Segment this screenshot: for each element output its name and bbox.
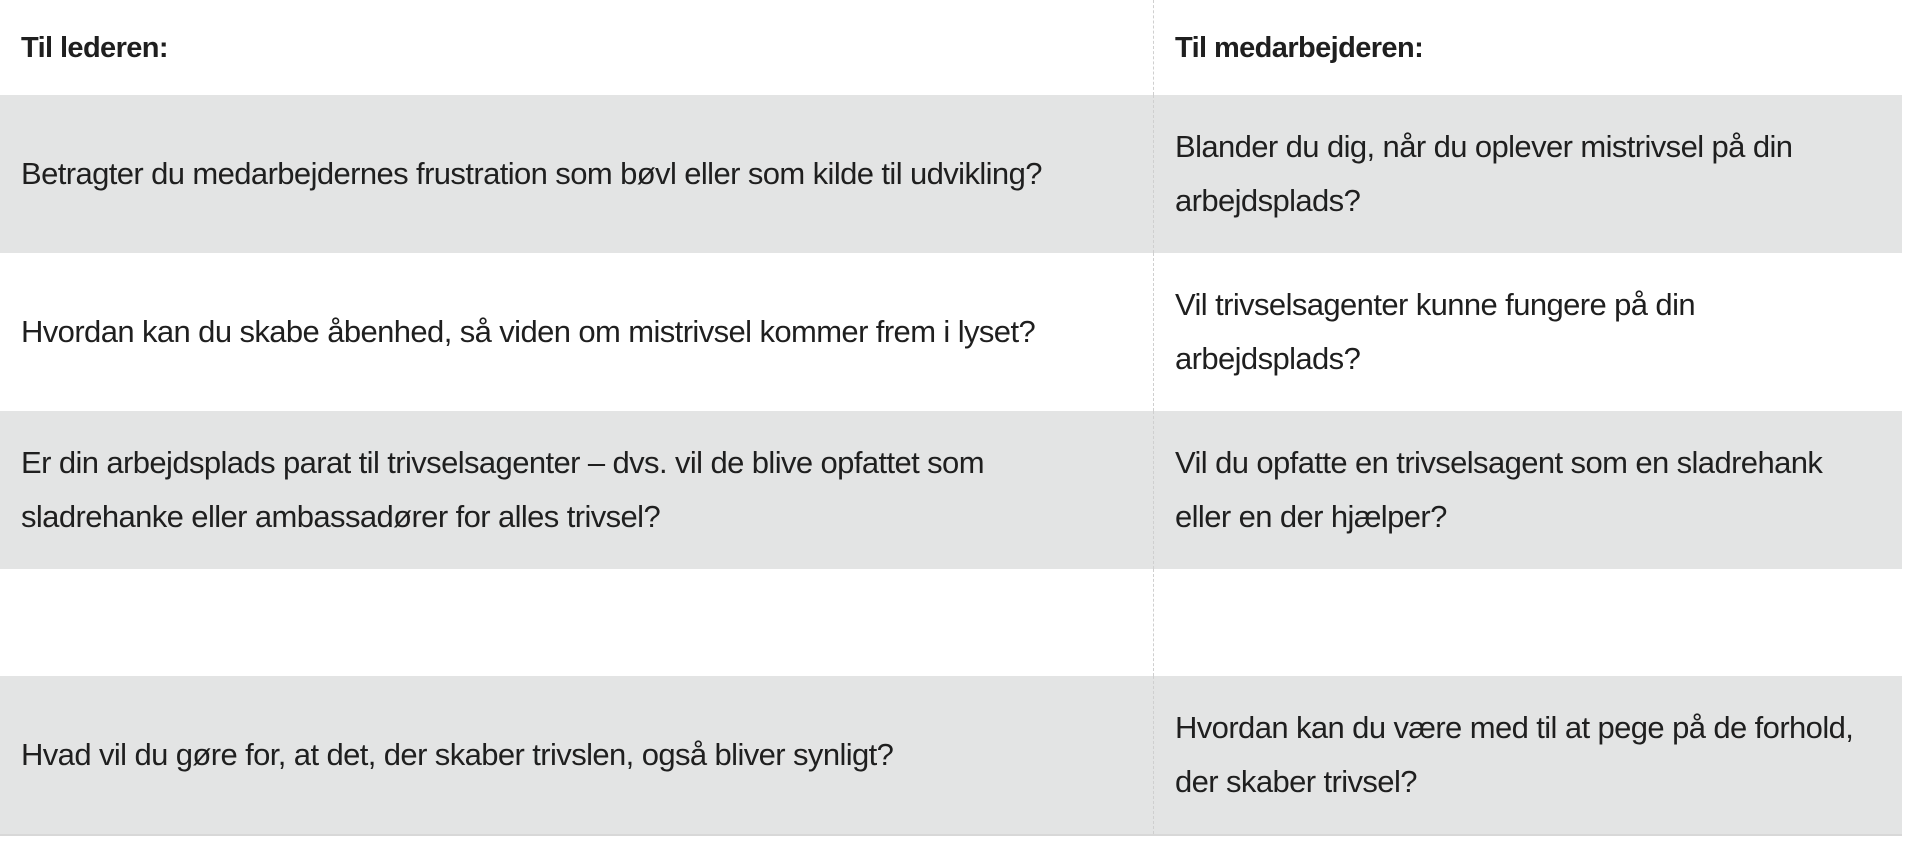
header-employee: Til medarbejderen: xyxy=(1153,0,1902,95)
table-row xyxy=(0,95,1902,253)
employee-question: Vil trivselsagenter kunne fungere på din arbejdsplads? xyxy=(1153,253,1902,411)
employee-question: Blander du dig, når du oplever mistrivsel på din arbejdsplads? xyxy=(1153,95,1902,253)
employee-question: Hvordan kan du være med til at pege på de forhold, der skaber trivsel? xyxy=(1153,676,1902,834)
employee-question: Vil du opfatte en trivselsagent som en sladrehank eller en der hjælper? xyxy=(1153,411,1902,569)
empty-cell xyxy=(0,569,1153,676)
table-row xyxy=(0,411,1902,569)
leader-question: Hvad vil du gøre for, at det, der skaber trivslen, også bliver synligt? xyxy=(21,737,894,772)
leader-question: Hvordan kan du skabe åbenhed, så viden om mistrivsel kommer frem i lyset? xyxy=(21,314,1036,349)
leader-question: Betragter du medarbejdernes frustration som bøvl eller som kilde til udvikling? xyxy=(21,156,1042,191)
leader-question: Er din arbejdsplads parat til trivselsagenter – dvs. vil de blive opfattet som sladrehanke eller ambassadører for alles trivsel? xyxy=(21,445,984,534)
empty-row xyxy=(0,569,1902,676)
table-row xyxy=(0,253,1902,411)
empty-cell xyxy=(1153,569,1902,676)
table-header-row xyxy=(0,0,1902,95)
table-row xyxy=(0,676,1902,836)
header-leader: Til lederen: xyxy=(21,31,168,64)
